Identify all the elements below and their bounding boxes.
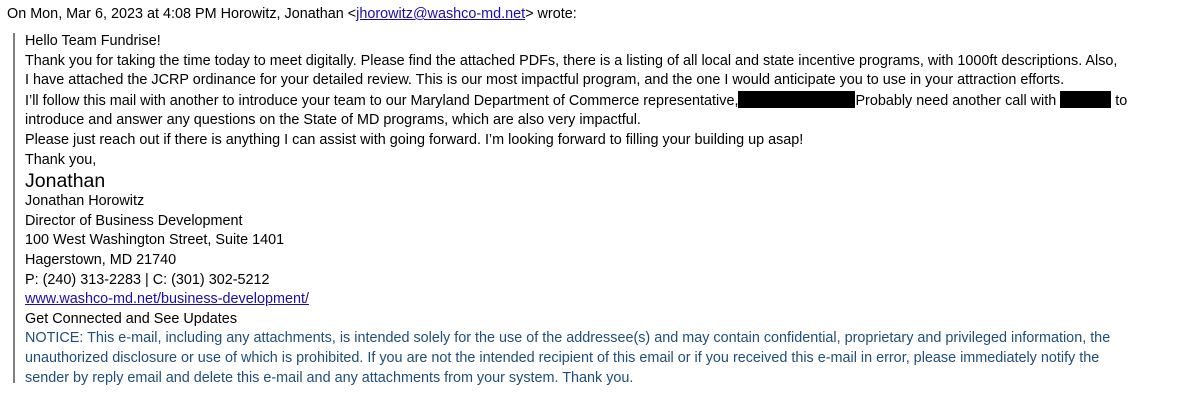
- signature-address-line-1: 100 West Washington Street, Suite 1401: [25, 232, 285, 249]
- quote-bar: [13, 33, 15, 383]
- signature-website-link[interactable]: www.washco-md.net/business-development/: [25, 291, 309, 308]
- paragraph-2-text-c: to: [1115, 92, 1128, 109]
- reply-attribution: [7, 5, 577, 23]
- redaction-box: [738, 91, 855, 108]
- paragraph-2-text-b: Probably need another call with: [855, 92, 1057, 109]
- signature-phones: P: (240) 313-2283 | C: (301) 302-5212: [25, 271, 270, 288]
- paragraph-1-line-2: I have attached the JCRP ordinance for your detailed review. This is our most impactful program, and the one I would anticipate you to use in your attraction efforts.: [25, 72, 1065, 89]
- paragraph-2-text-a: I’ll follow this mail with another to introduce your team to our Maryland Department of Commerce representative,: [25, 92, 739, 109]
- sender-email-link[interactable]: jhorowitz@washco-md.net: [356, 6, 526, 22]
- signature-title: Director of Business Development: [25, 212, 243, 229]
- greeting: Hello Team Fundrise!: [25, 33, 161, 49]
- notice-line-2: unauthorized disclosure or use of which is prohibited. If you are not the intended recipient of this email or if you received this e-mail in error, please immediately notify the: [25, 349, 1100, 366]
- signature-tagline: Get Connected and See Updates: [25, 310, 238, 327]
- redaction-box: [1060, 91, 1111, 108]
- paragraph-2-line-1: [25, 91, 1175, 112]
- signature-address-line-2: Hagerstown, MD 21740: [25, 251, 177, 268]
- attribution-suffix: > wrote:: [525, 6, 577, 22]
- notice-line-3: sender by reply email and delete this e-mail and any attachments from your system. Thank you.: [25, 369, 634, 386]
- notice-line-1: NOTICE: This e-mail, including any attachments, is intended solely for the use of the addressee(s) and may contain confidential, proprietary and privileged information, the: [25, 330, 1111, 347]
- paragraph-3: Please just reach out if there is anything I can assist with going forward. I’m looking forward to filling your building up asap!: [25, 131, 804, 148]
- paragraph-2-line-2: introduce and answer any questions on the State of MD programs, which are also very impactful.: [25, 112, 641, 129]
- signature-first-name: Jonathan: [25, 170, 106, 193]
- quoted-body: [25, 32, 1175, 388]
- closing: Thank you,: [25, 151, 97, 168]
- attribution-prefix: On Mon, Mar 6, 2023 at 4:08 PM Horowitz, Jonathan <: [7, 6, 357, 22]
- paragraph-1-line-1: Thank you for taking the time today to meet digitally. Please find the attached PDFs, there is a listing of all local and state incentive programs, with 1000ft descriptions. Also,: [25, 52, 1118, 69]
- signature-full-name: Jonathan Horowitz: [25, 193, 145, 210]
